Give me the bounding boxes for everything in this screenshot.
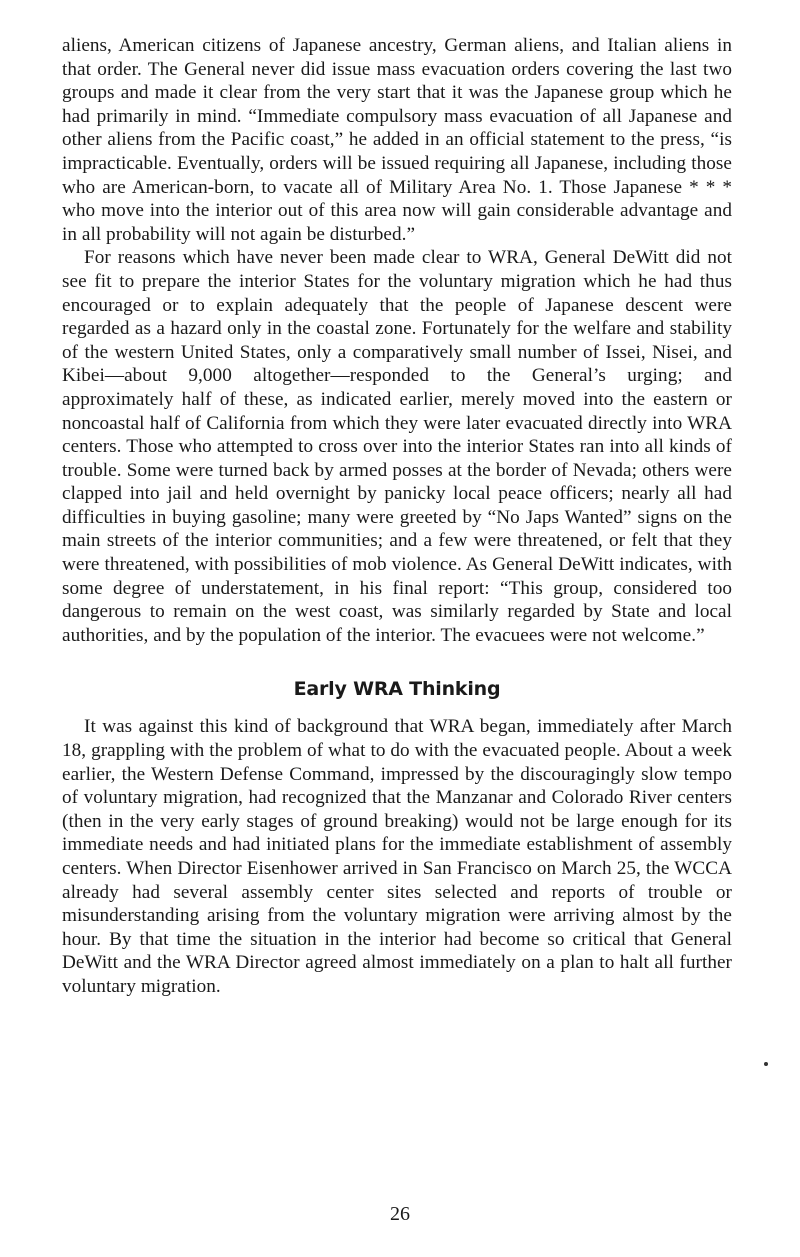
body-paragraph-3: It was against this kind of background that WRA began, immediately after March 18, grappling with the problem of what to do with the evacuated people. About a week earlier, the Western Defense Command, impressed by the discouragingly slow tempo of voluntary migration, had recognized that the Manzanar and Colorado River centers (then in the very early stages of ground breaking) would not be large enough for its immediate needs and had initiated plans for the immediate establishment of assembly centers. When Director Eisenhower arrived in San Francisco on March 25, the WCCA already had several assembly center sites selected and reports of trouble or misunderstanding arising from the voluntary migration were arriving almost by the hour. By that time the situation in the interior had become so critical that General DeWitt and the WRA Director agreed almost immediately on a plan to halt all further voluntary migration.: [62, 716, 732, 997]
page-number: 26: [390, 1203, 410, 1225]
body-paragraph-2: For reasons which have never been made clear to WRA, General DeWitt did not see fit to prepare the interior States for the voluntary migration which he had thus encouraged or to explain adequately that the people of Japanese descent were regarded as a hazard only in the coastal zone. Fortunately for the welfare and stability of the western United States, only a comparatively small number of Issei, Nisei, and Kibei—about 9,000 altogether—responded to the General’s urging; and approximately half of these, as indicated earlier, merely moved into the eastern or noncoastal half of California from which they were later evacuated directly into WRA centers. Those who attempted to cross over into the interior States ran into all kinds of trouble. Some were turned back by armed posses at the border of Nevada; others were clapped into jail and held overnight by panicky local peace officers; nearly all had difficulties in buying gasoline; many were greeted by “No Japs Wanted” signs on the main streets of the interior communities; and a few were threatened, or felt that they were threatened, with possibilities of mob violence. As General DeWitt indicates, with some degree of understatement, in his final report: “This group, considered too dangerous to remain on the west coast, was similarly regarded by State and local authorities, and by the population of the interior. The evacuees were not welcome.”: [62, 247, 732, 646]
margin-mark: [764, 1062, 768, 1066]
body-paragraph-1: aliens, American citizens of Japanese ancestry, German aliens, and Italian aliens in that order. The General never did issue mass evacuation orders covering the last two groups and made it clear from the very start that it was the Japanese group which he had primarily in mind. “Immediate compulsory mass evacuation of all Japanese and other aliens from the Pacific coast,” he added in an official statement to the press, “is impracticable. Eventually, orders will be issued requiring all Japanese, including those who are American-born, to vacate all of Military Area No. 1. Those Japanese * * * who move into the interior out of this area now will gain considerable advantage and in all probability will not again be disturbed.”: [62, 35, 732, 245]
section-heading: Early WRA Thinking: [293, 678, 501, 701]
document-page: [62, 34, 732, 999]
